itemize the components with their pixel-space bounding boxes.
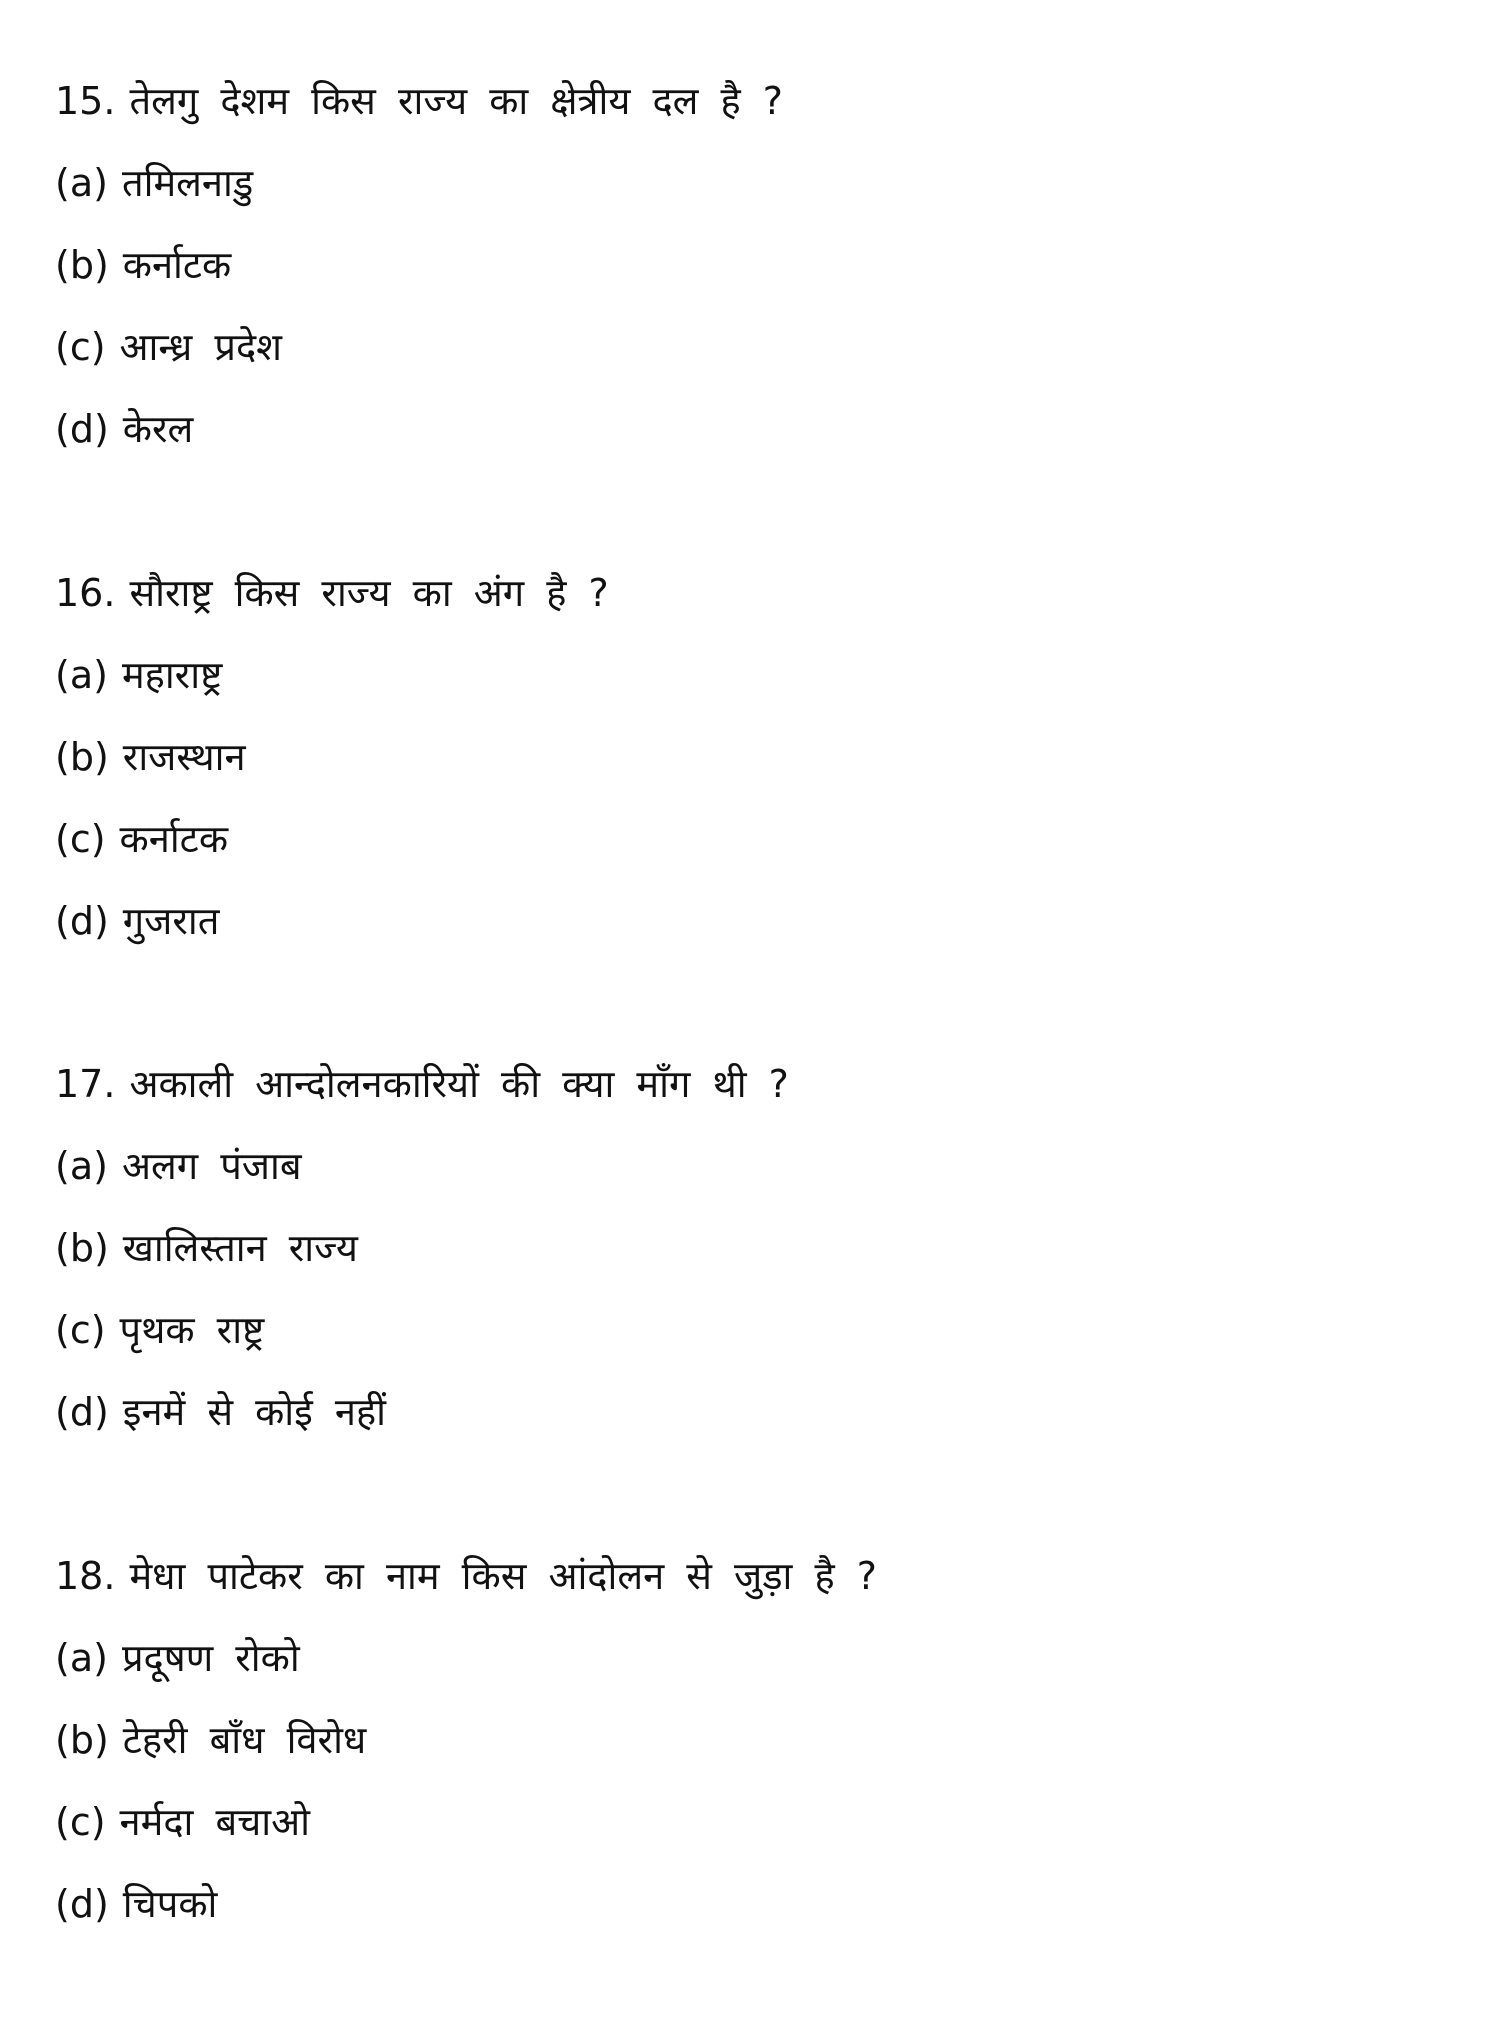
option-text: इनमें से कोई नहीं xyxy=(122,1390,386,1434)
option-d xyxy=(55,1371,1455,1453)
option-letter: (a) xyxy=(55,1144,108,1188)
question-line xyxy=(55,60,1455,142)
question-number: 16. xyxy=(55,571,116,615)
option-letter: (d) xyxy=(55,899,109,943)
option-letter: (a) xyxy=(55,161,108,205)
option-text: चिपको xyxy=(122,1882,218,1926)
option-letter: (a) xyxy=(55,653,108,697)
question-text: तेलगु देशम किस राज्य का क्षेत्रीय दल है ? xyxy=(129,79,783,123)
option-text: पृथक राष्ट्र xyxy=(119,1308,265,1352)
option-letter: (c) xyxy=(55,325,106,369)
option-c xyxy=(55,1781,1455,1863)
question-text: मेधा पाटेकर का नाम किस आंदोलन से जुड़ा है ? xyxy=(129,1554,877,1598)
option-text: प्रदूषण रोको xyxy=(121,1636,300,1680)
question-15 xyxy=(55,60,1455,470)
option-letter: (c) xyxy=(55,1308,106,1352)
option-b xyxy=(55,1699,1455,1781)
question-number: 18. xyxy=(55,1554,116,1598)
option-letter: (c) xyxy=(55,1800,106,1844)
option-letter: (d) xyxy=(55,1390,109,1434)
question-text: अकाली आन्दोलनकारियों की क्या माँग थी ? xyxy=(129,1062,789,1106)
option-text: गुजरात xyxy=(122,899,220,943)
option-text: कर्नाटक xyxy=(119,817,228,861)
option-text: अलग पंजाब xyxy=(121,1144,302,1188)
option-c xyxy=(55,306,1455,388)
option-text: कर्नाटक xyxy=(122,243,232,287)
option-c xyxy=(55,798,1455,880)
option-a xyxy=(55,634,1455,716)
option-d xyxy=(55,388,1455,470)
option-b xyxy=(55,224,1455,306)
option-letter: (d) xyxy=(55,407,109,451)
question-number: 17. xyxy=(55,1062,116,1106)
option-text: राजस्थान xyxy=(122,735,246,779)
question-line xyxy=(55,1043,1455,1125)
option-c xyxy=(55,1289,1455,1371)
option-letter: (a) xyxy=(55,1636,108,1680)
option-a xyxy=(55,1617,1455,1699)
option-text: खालिस्तान राज्य xyxy=(122,1226,358,1270)
option-b xyxy=(55,1207,1455,1289)
option-b xyxy=(55,716,1455,798)
option-letter: (b) xyxy=(55,1226,109,1270)
option-text: टेहरी बाँध विरोध xyxy=(122,1718,367,1762)
option-letter: (d) xyxy=(55,1882,109,1926)
question-18 xyxy=(55,1535,1455,1945)
option-a xyxy=(55,142,1455,224)
option-text: नर्मदा बचाओ xyxy=(119,1800,311,1844)
option-text: केरल xyxy=(122,407,194,451)
option-letter: (b) xyxy=(55,1718,109,1762)
option-text: तमिलनाडु xyxy=(121,161,254,205)
question-number: 15. xyxy=(55,79,116,123)
question-line xyxy=(55,1535,1455,1617)
option-letter: (b) xyxy=(55,735,109,779)
option-letter: (c) xyxy=(55,817,106,861)
option-text: आन्ध्र प्रदेश xyxy=(119,325,282,369)
option-d xyxy=(55,1863,1455,1945)
question-line xyxy=(55,552,1455,634)
question-text: सौराष्ट्र किस राज्य का अंग है ? xyxy=(129,571,609,615)
question-17 xyxy=(55,1043,1455,1453)
question-16 xyxy=(55,552,1455,962)
option-letter: (b) xyxy=(55,243,109,287)
option-text: महाराष्ट्र xyxy=(121,653,223,697)
option-d xyxy=(55,880,1455,962)
option-a xyxy=(55,1125,1455,1207)
